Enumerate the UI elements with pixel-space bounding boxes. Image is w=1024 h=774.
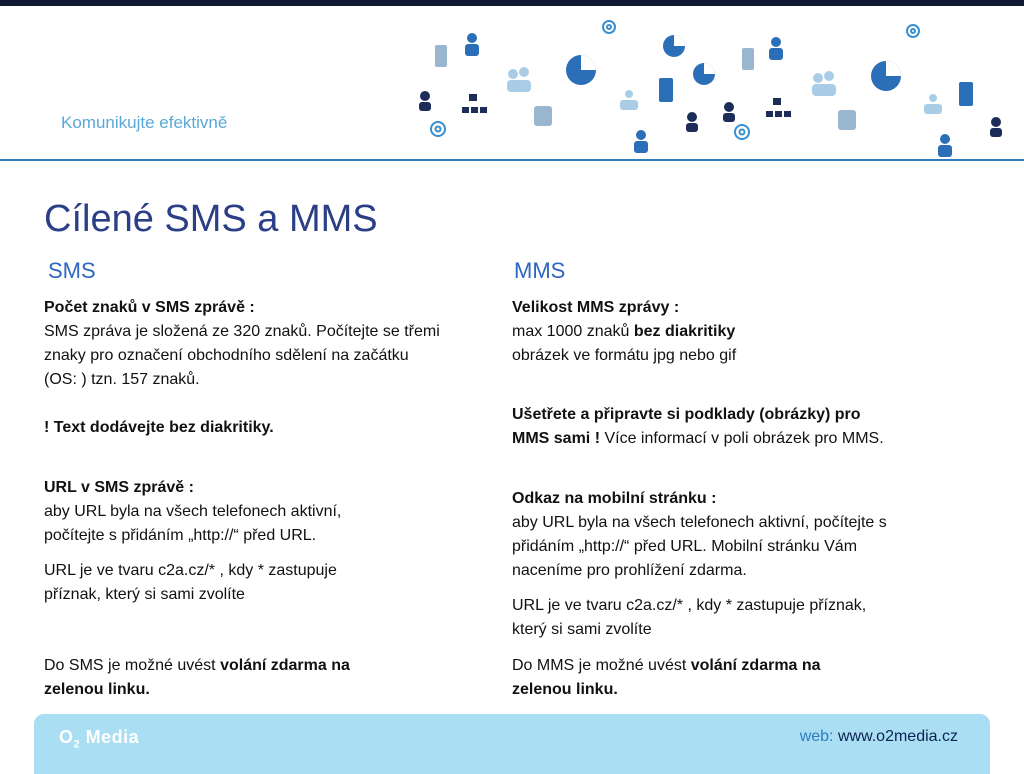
brand-logo	[59, 727, 139, 751]
web-url-link[interactable]: www.o2media.cz	[837, 728, 958, 745]
header-tagline: Komunikujte efektivně	[61, 113, 228, 132]
sms-count-block	[44, 296, 444, 392]
sms-call-block	[44, 654, 389, 702]
mms-link-block	[512, 487, 912, 583]
header-icon-banner	[400, 10, 1024, 158]
sms-call-prefix: Do SMS je možné uvést	[44, 657, 221, 674]
page-title: Cílené SMS a MMS	[44, 198, 378, 240]
footer-bar	[34, 714, 990, 774]
header-divider	[0, 159, 1024, 161]
web-label: web:	[799, 728, 838, 745]
sms-count-text: SMS zpráva je složená ze 320 znaků. Počítejte se třemi znaky pro označení obchodního sdělení na začátku (OS: ) tzn. 157 znaků.	[44, 323, 440, 388]
sms-heading: SMS	[48, 258, 96, 283]
mms-link-title: Odkaz na mobilní stránku :	[512, 490, 717, 507]
mms-save-block	[512, 403, 902, 451]
pie-chart-icon	[566, 35, 901, 91]
mms-size-line1-bold: bez diakritiky	[633, 323, 736, 340]
mms-link-text: aby URL byla na všech telefonech aktivní, počítejte s přidáním „http://“ před URL. Mobilní stránku Vám naceníme pro prohlížení zdarma.	[512, 514, 887, 579]
brand-2: 2	[73, 738, 81, 751]
mms-save-bold: Ušetřete a připravte si podklady (obrázky) pro MMS sami !	[512, 406, 861, 447]
mms-call-prefix: Do MMS je možné uvést	[512, 657, 691, 674]
mms-size-line1-prefix: max 1000 znaků	[512, 323, 634, 340]
sms-url-block	[44, 476, 389, 548]
mms-url-format-block	[512, 594, 872, 642]
sms-url-format-block	[44, 559, 389, 607]
brand-o: O	[59, 727, 74, 747]
mms-url-format: URL je ve tvaru c2a.cz/* , kdy * zastupuje příznak, který si sami zvolíte	[512, 597, 867, 638]
top-bar	[0, 0, 1024, 6]
mms-size-block	[512, 296, 912, 368]
sms-warning: ! Text dodávejte bez diakritiky.	[44, 419, 274, 436]
mms-call-block	[512, 654, 872, 702]
brand-media: Media	[80, 727, 140, 747]
mms-size-line2: obrázek ve formátu jpg nebo gif	[512, 347, 737, 364]
sms-call-bold: volání zdarma na zelenou linku.	[44, 657, 350, 698]
sms-url-title: URL v SMS zprávě :	[44, 479, 194, 496]
sms-url-format: URL je ve tvaru c2a.cz/* , kdy * zastupuje příznak, který si sami zvolíte	[44, 562, 337, 603]
sms-url-text: aby URL byla na všech telefonech aktivní, počítejte s přidáním „http://“ před URL.	[44, 503, 342, 544]
mms-size-title: Velikost MMS zprávy :	[512, 299, 680, 316]
sms-warning-block	[44, 416, 444, 440]
mms-heading: MMS	[514, 258, 566, 283]
mms-save-text: Více informací v poli obrázek pro MMS.	[600, 430, 884, 447]
web-address	[800, 728, 958, 746]
mms-call-bold: volání zdarma na zelenou linku.	[512, 657, 821, 698]
sms-count-title: Počet znaků v SMS zprávě :	[44, 299, 255, 316]
person-icon	[419, 33, 1002, 157]
